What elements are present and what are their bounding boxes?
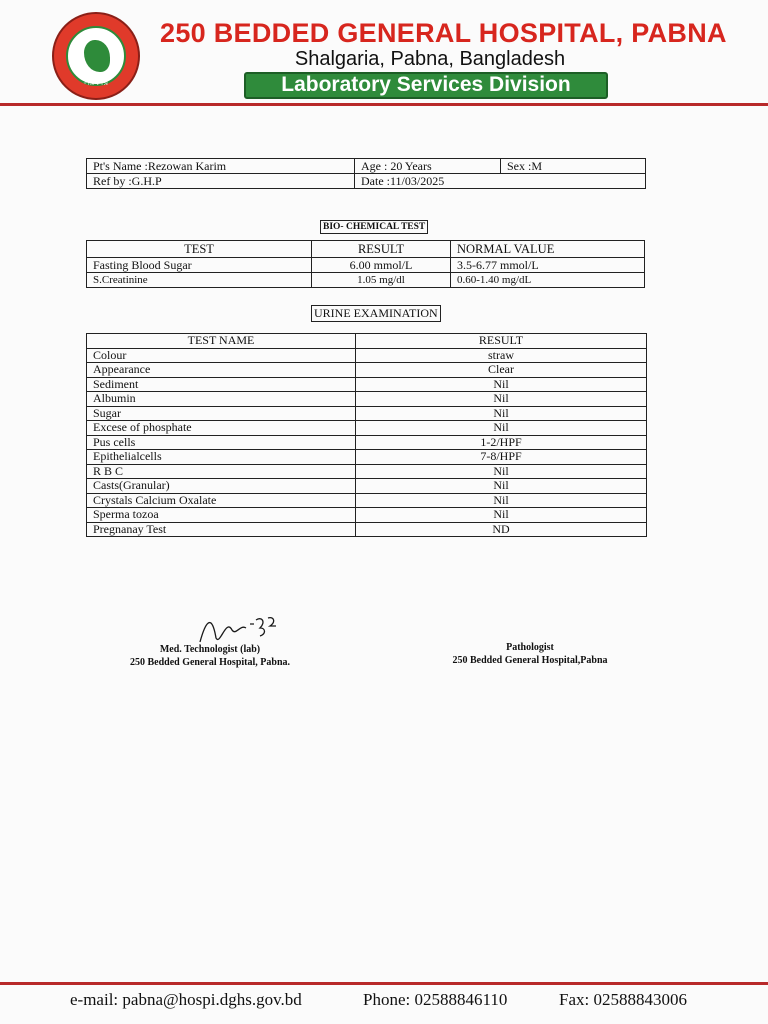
footer-email: e-mail: pabna@hospi.dghs.gov.bd bbox=[70, 990, 302, 1009]
table-row bbox=[87, 464, 647, 479]
urine-test: Crystals Calcium Oxalate bbox=[87, 493, 356, 508]
table-row bbox=[87, 363, 647, 378]
urine-result: Nil bbox=[356, 508, 647, 523]
urine-result: Nil bbox=[356, 406, 647, 421]
med-technologist-title: Med. Technologist (lab) bbox=[159, 644, 261, 655]
urine-test: Epithelialcells bbox=[87, 450, 356, 465]
urine-test: Colour bbox=[87, 348, 356, 363]
pathologist-org: 250 Bedded General Hospital,Pabna bbox=[452, 655, 608, 666]
biochem-normal: 0.60-1.40 mg/dL bbox=[451, 273, 645, 288]
urine-result: straw bbox=[356, 348, 647, 363]
referred-by: Ref by :G.H.P bbox=[87, 174, 355, 189]
urine-test: Appearance bbox=[87, 363, 356, 378]
biochem-result: 1.05 mg/dl bbox=[312, 273, 451, 288]
patient-age: Age : 20 Years bbox=[355, 159, 501, 174]
urine-result: ND bbox=[356, 522, 647, 537]
table-row bbox=[87, 348, 647, 363]
med-technologist-signature bbox=[100, 643, 320, 669]
table-row bbox=[87, 435, 647, 450]
patient-info-table bbox=[86, 158, 646, 189]
biochemical-table bbox=[86, 240, 645, 288]
biochem-header-test: TEST bbox=[87, 241, 312, 258]
pathologist-title: Pathologist bbox=[506, 642, 554, 653]
urine-header-test: TEST NAME bbox=[87, 334, 356, 349]
pathologist-signature bbox=[420, 641, 640, 667]
table-row bbox=[87, 377, 647, 392]
urine-result: Nil bbox=[356, 421, 647, 436]
patient-sex: Sex :M bbox=[501, 159, 646, 174]
biochemical-caption: BIO- CHEMICAL TEST bbox=[320, 220, 428, 234]
urine-table bbox=[86, 333, 647, 537]
table-row bbox=[87, 421, 647, 436]
urine-result: Nil bbox=[356, 479, 647, 494]
table-row bbox=[87, 508, 647, 523]
footer-phone: Phone: 02588846110 bbox=[363, 990, 508, 1009]
biochem-normal: 3.5-6.77 mmol/L bbox=[451, 258, 645, 273]
urine-test: Albumin bbox=[87, 392, 356, 407]
government-seal-logo bbox=[52, 12, 140, 100]
urine-result: Nil bbox=[356, 377, 647, 392]
division-banner: Laboratory Services Division bbox=[244, 72, 608, 99]
urine-test: Pus cells bbox=[87, 435, 356, 450]
hospital-address: Shalgaria, Pabna, Bangladesh bbox=[294, 48, 566, 70]
urine-test: Casts(Granular) bbox=[87, 479, 356, 494]
hospital-name: 250 BEDDED GENERAL HOSPITAL, PABNA bbox=[160, 18, 727, 48]
table-row bbox=[87, 522, 647, 537]
table-row bbox=[87, 493, 647, 508]
footer-divider bbox=[0, 982, 768, 985]
urine-test: Pregnanay Test bbox=[87, 522, 356, 537]
med-technologist-org: 250 Bedded General Hospital, Pabna. bbox=[129, 657, 290, 668]
biochem-header-normal: NORMAL VALUE bbox=[451, 241, 645, 258]
table-row bbox=[87, 450, 647, 465]
urine-result: Nil bbox=[356, 392, 647, 407]
table-row bbox=[87, 406, 647, 421]
biochem-header-result: RESULT bbox=[312, 241, 451, 258]
biochem-result: 6.00 mmol/L bbox=[312, 258, 451, 273]
urine-result: Nil bbox=[356, 464, 647, 479]
footer-fax: Fax: 02588843006 bbox=[559, 990, 687, 1009]
urine-test: Sperma tozoa bbox=[87, 508, 356, 523]
header-divider bbox=[0, 103, 768, 106]
table-row bbox=[87, 392, 647, 407]
urine-result: Clear bbox=[356, 363, 647, 378]
urine-result: Nil bbox=[356, 493, 647, 508]
urine-test: Sugar bbox=[87, 406, 356, 421]
urine-test: Excese of phosphate bbox=[87, 421, 356, 436]
table-row bbox=[87, 479, 647, 494]
urine-test: Sediment bbox=[87, 377, 356, 392]
patient-name: Pt's Name :Rezowan Karim bbox=[87, 159, 355, 174]
bangladesh-map-icon bbox=[84, 40, 110, 72]
urine-result: 1-2/HPF bbox=[356, 435, 647, 450]
urine-header-result: RESULT bbox=[356, 334, 647, 349]
urine-test: R B C bbox=[87, 464, 356, 479]
biochem-test: Fasting Blood Sugar bbox=[87, 258, 312, 273]
urine-caption: URINE EXAMINATION bbox=[311, 305, 441, 322]
biochem-test: S.Creatinine bbox=[87, 273, 312, 288]
seal-text: সরকার bbox=[83, 78, 109, 88]
urine-result: 7-8/HPF bbox=[356, 450, 647, 465]
report-date: Date :11/03/2025 bbox=[355, 174, 646, 189]
